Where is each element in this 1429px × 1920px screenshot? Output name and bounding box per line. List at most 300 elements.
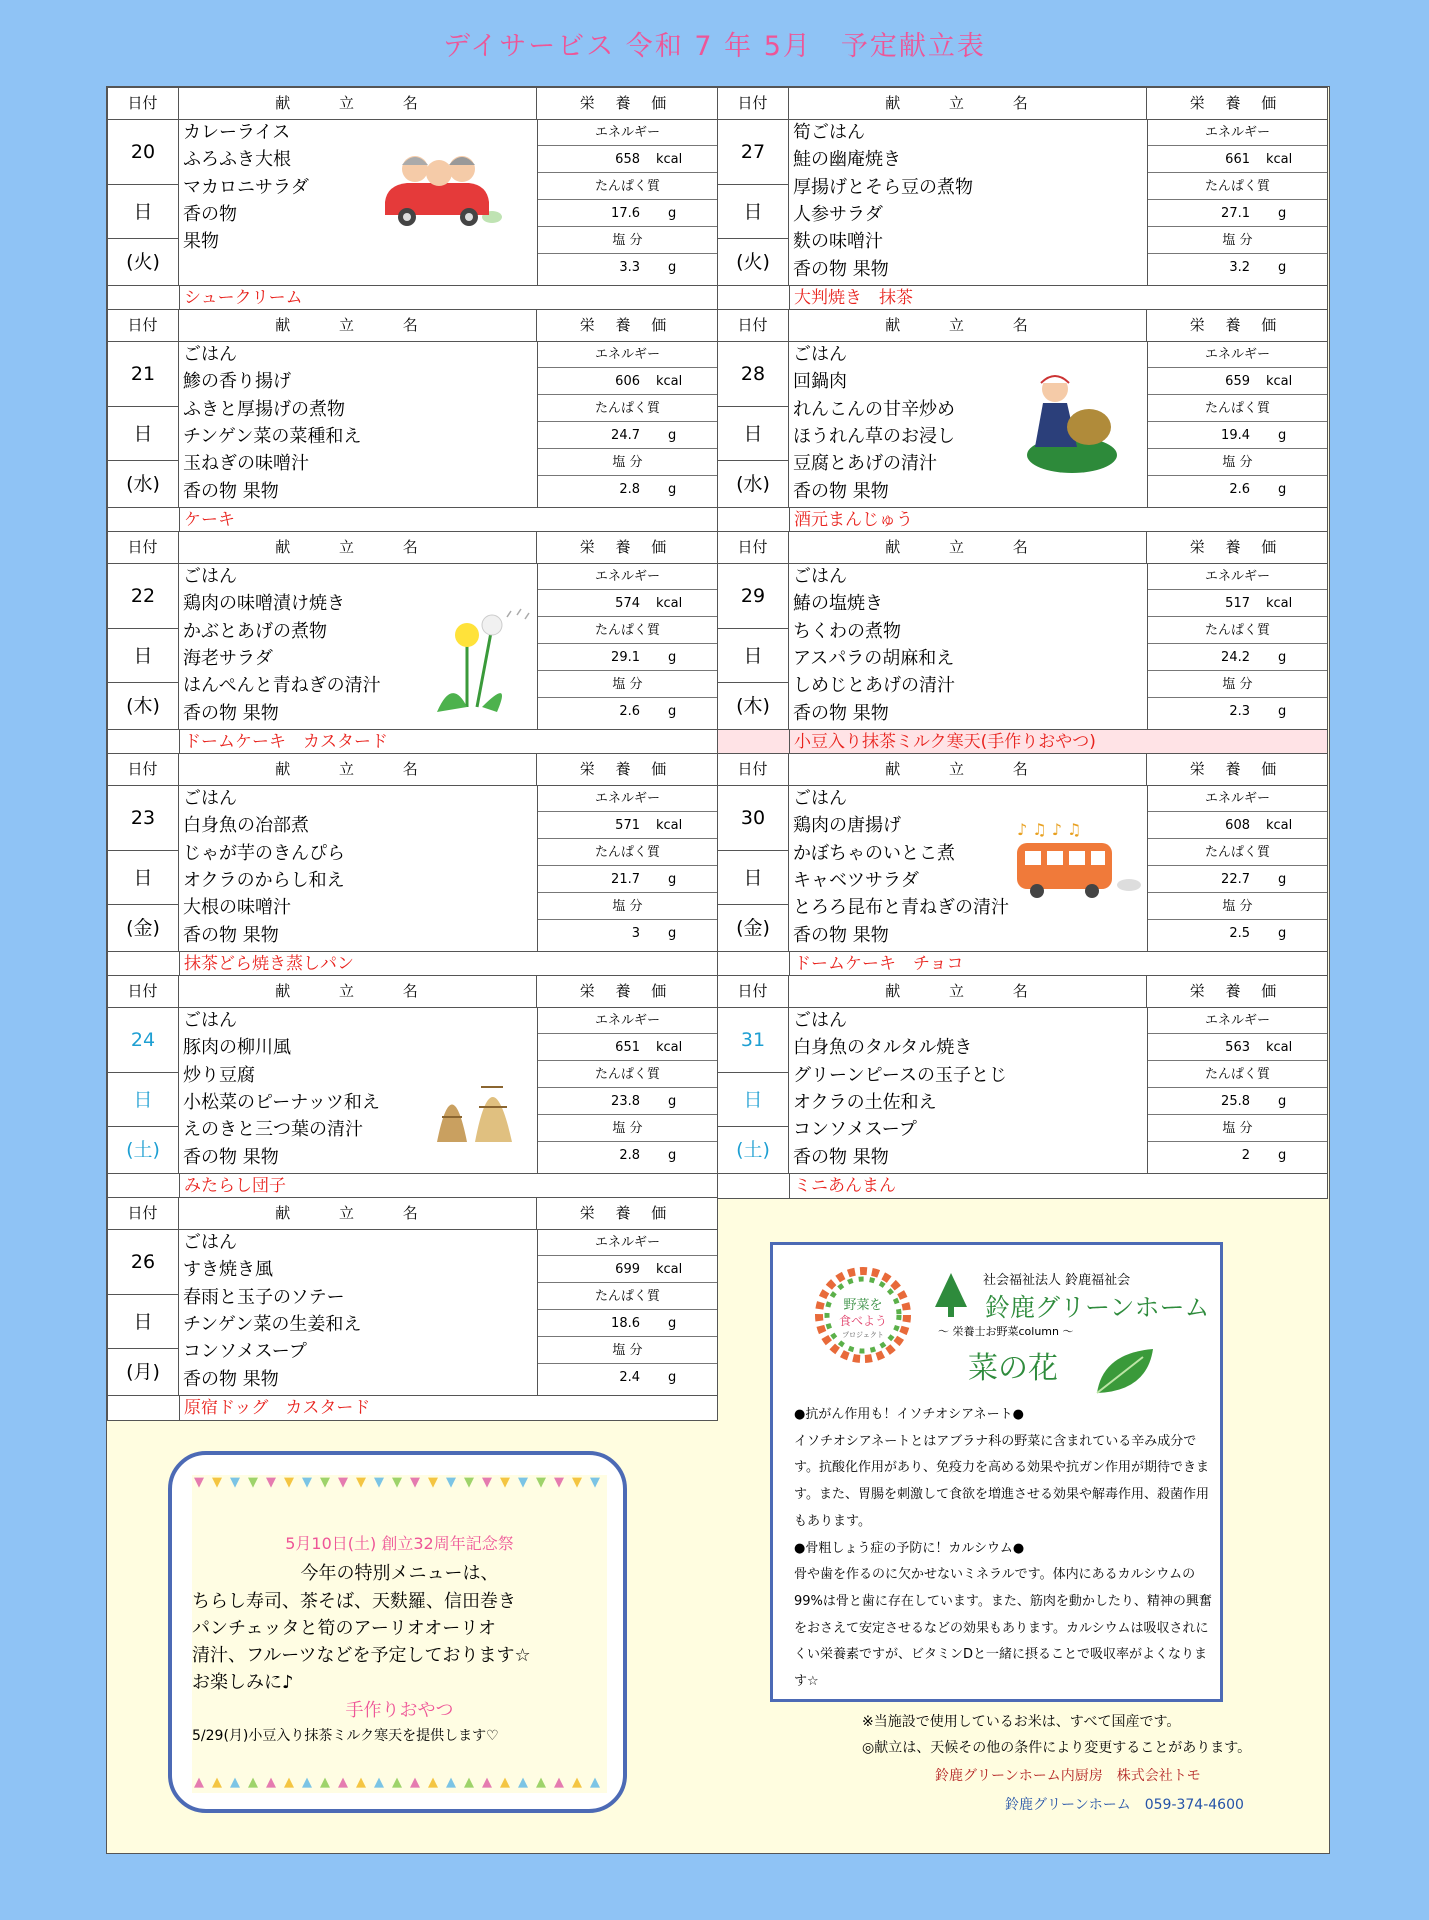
energy-unit: kcal — [1266, 374, 1293, 389]
day-label: 日 — [107, 185, 179, 239]
weekday: (火) — [126, 251, 160, 273]
dish-item: 白身魚のタルタル焼き — [793, 1037, 973, 1059]
date-cell — [107, 1007, 179, 1173]
dish-item: 麩の味噌汁 — [793, 231, 883, 253]
snack-label: 原宿ドッグ カスタード — [179, 1396, 370, 1420]
date-header: 日付 — [717, 309, 789, 341]
salt-value: 3 — [631, 926, 640, 941]
nutrition-header: 栄 養 価 — [1189, 760, 1285, 778]
dish-item: 香の物 果物 — [183, 924, 279, 946]
energy-label: エネルギー — [538, 563, 717, 590]
energy-unit: kcal — [656, 152, 683, 167]
nutrition-cell — [537, 1229, 717, 1395]
energy-row — [1148, 812, 1327, 839]
energy-unit: kcal — [1266, 818, 1293, 833]
salt-value: 2.5 — [1229, 926, 1250, 941]
date-header: 日付 — [107, 531, 179, 563]
weekday: (土) — [736, 1139, 770, 1161]
svg-text:野菜を: 野菜を — [843, 1298, 883, 1313]
snack-row — [107, 951, 717, 976]
protein-value: 23.8 — [611, 1094, 640, 1109]
date-cell — [717, 341, 789, 507]
festival-notice — [168, 1451, 627, 1813]
dish-item: ごはん — [793, 344, 847, 365]
snack-row — [717, 951, 1327, 976]
snack-row — [107, 1395, 717, 1420]
nutrition-cell — [537, 119, 717, 285]
salt-row — [538, 254, 717, 281]
nutrition-header: 栄 養 価 — [1189, 316, 1285, 334]
protein-value: 19.4 — [1221, 428, 1250, 443]
protein-value: 25.8 — [1221, 1094, 1250, 1109]
snack-label: ドームケーキ カスタード — [179, 730, 388, 754]
snack-label: 大判焼き 抹茶 — [789, 286, 913, 310]
energy-label: エネルギー — [1148, 1007, 1327, 1034]
car-illustration-icon — [377, 147, 507, 232]
salt-unit: g — [668, 1370, 677, 1385]
salt-value: 2.6 — [1229, 482, 1250, 497]
protein-unit: g — [1278, 650, 1287, 665]
festival-line-4: 清汁、フルーツなどを予定しております☆ — [192, 1645, 531, 1666]
protein-row — [538, 1310, 717, 1337]
dish-item: アスパラの胡麻和え — [793, 647, 955, 669]
day-header — [717, 753, 1327, 786]
column-subtitle: ～ 栄養士お野菜column ～ — [938, 1325, 1074, 1338]
energy-value: 517 — [1225, 596, 1250, 611]
energy-value: 574 — [615, 596, 640, 611]
salt-row — [1148, 254, 1327, 281]
dish-item: ごはん — [183, 788, 237, 809]
salt-label: 塩 分 — [1148, 893, 1327, 920]
energy-unit: kcal — [1266, 1040, 1293, 1055]
protein-unit: g — [668, 1094, 677, 1109]
energy-label: エネルギー — [1148, 119, 1327, 146]
dish-item: 香の物 果物 — [183, 702, 279, 724]
protein-label: たんぱく質 — [538, 173, 717, 200]
dish-item: オクラの土佐和え — [793, 1091, 937, 1113]
energy-row — [538, 1034, 717, 1061]
snack-row — [717, 729, 1327, 754]
nutrition-cell — [537, 1007, 717, 1173]
day-header — [107, 753, 717, 786]
date-cell — [107, 563, 179, 729]
menu-header: 献 立 名 — [179, 975, 537, 1007]
salt-value: 2 — [1241, 1148, 1250, 1163]
dish-item: 香の物 果物 — [183, 480, 279, 502]
day-block — [107, 753, 717, 976]
salt-value: 2.3 — [1229, 704, 1250, 719]
dish-item: ちくわの煮物 — [793, 620, 901, 642]
dish-item: 果物 — [183, 231, 219, 253]
energy-row — [1148, 368, 1327, 395]
nutrition-cell — [1147, 119, 1327, 285]
festival-line-3: パンチェッタと筍のアーリオオーリオ — [192, 1618, 497, 1639]
snack-label: ケーキ — [179, 508, 235, 532]
festival-note: 5/29(月)小豆入り抹茶ミルク寒天を提供します♡ — [192, 1728, 499, 1744]
protein-value: 17.6 — [611, 206, 640, 221]
protein-row — [538, 200, 717, 227]
day-number: 22 — [107, 563, 179, 629]
dish-item: 香の物 果物 — [793, 480, 889, 502]
vegetable-wreath-logo-icon — [813, 1265, 913, 1365]
nutrition-header: 栄 養 価 — [1189, 538, 1285, 556]
energy-label: エネルギー — [538, 341, 717, 368]
protein-row — [1148, 1088, 1327, 1115]
day-block — [107, 309, 717, 532]
day-number: 28 — [717, 341, 789, 407]
salt-label: 塩 分 — [538, 1115, 717, 1142]
festival-line-2: ちらし寿司、茶そば、天麩羅、信田巻き — [192, 1591, 516, 1612]
dish-item: 大根の味噌汁 — [183, 897, 291, 919]
dish-item: 香の物 果物 — [183, 1368, 279, 1390]
energy-unit: kcal — [656, 374, 683, 389]
energy-row — [538, 368, 717, 395]
snack-label: ミニあんまん — [789, 1174, 896, 1198]
salt-value: 2.6 — [619, 704, 640, 719]
column-paragraph-4: 骨や歯を作るのに欠かせないミネラルです。体内にあるカルシウムの99%は骨と歯に存在しています。また、筋肉を動かしたり、精神の興奮をおさえて安定させるなどの効果もあります。カルシウムは吸収されにくい栄養素ですが、ビタミンDと一緒に摂ることで吸収率がよくなります☆ — [794, 1567, 1212, 1690]
protein-label: たんぱく質 — [538, 1283, 717, 1310]
dish-item: 香の物 果物 — [793, 702, 889, 724]
dish-item: ごはん — [793, 788, 847, 809]
salt-row — [1148, 1142, 1327, 1169]
dish-item: 白身魚の冶部煮 — [183, 815, 309, 837]
column-paragraph-3: ●骨粗しょう症の予防に！カルシウム● — [794, 1540, 1025, 1556]
dish-item: コンソメスープ — [793, 1119, 917, 1141]
dish-item: 豚肉の柳川風 — [183, 1037, 291, 1059]
protein-label: たんぱく質 — [1148, 617, 1327, 644]
day-header — [107, 1197, 717, 1230]
day-header — [107, 309, 717, 342]
dish-item: カレーライス — [183, 122, 291, 143]
protein-value: 29.1 — [611, 650, 640, 665]
day-header — [717, 975, 1327, 1008]
nutrition-cell — [537, 341, 717, 507]
salt-row — [538, 476, 717, 503]
salt-value: 2.8 — [619, 482, 640, 497]
protein-value: 22.7 — [1221, 872, 1250, 887]
svg-text:プロジェクト: プロジェクト — [842, 1331, 884, 1339]
snack-row — [107, 1173, 717, 1198]
day-label: 日 — [107, 629, 179, 683]
energy-unit: kcal — [656, 596, 683, 611]
protein-row — [538, 866, 717, 893]
day-header — [717, 309, 1327, 342]
snack-row — [717, 285, 1327, 310]
snack-row — [717, 1173, 1327, 1198]
energy-row — [1148, 1034, 1327, 1061]
menu-header: 献 立 名 — [179, 531, 537, 563]
nutrition-cell — [1147, 563, 1327, 729]
dish-item: ごはん — [183, 1010, 237, 1031]
nutrition-header: 栄 養 価 — [579, 94, 675, 112]
day-label: 日 — [717, 185, 789, 239]
salt-row — [1148, 698, 1327, 725]
day-block — [717, 87, 1327, 310]
date-header: 日付 — [107, 87, 179, 119]
column-home-name: 鈴鹿グリーンホーム — [985, 1293, 1210, 1322]
dish-item: 厚揚げとそら豆の煮物 — [793, 176, 973, 198]
nutrition-header: 栄 養 価 — [579, 982, 675, 1000]
protein-label: たんぱく質 — [1148, 173, 1327, 200]
day-block — [717, 531, 1327, 754]
dish-item: チンゲン菜の生姜和え — [183, 1313, 362, 1335]
footer-kitchen: 鈴鹿グリーンホーム内厨房 株式会社トモ — [935, 1768, 1201, 1784]
date-cell — [107, 119, 179, 285]
page-title: デイサービス 令和 7 年 5月 予定献立表 — [443, 31, 986, 62]
date-cell — [717, 785, 789, 951]
salt-unit: g — [668, 704, 677, 719]
date-cell — [717, 119, 789, 285]
protein-label: たんぱく質 — [1148, 395, 1327, 422]
protein-row — [1148, 422, 1327, 449]
energy-value: 651 — [615, 1040, 640, 1055]
protein-row — [538, 1088, 717, 1115]
dish-item: 炒り豆腐 — [183, 1064, 255, 1086]
weekday: (水) — [736, 473, 770, 495]
dish-item: しめじとあげの清汁 — [793, 675, 955, 697]
snack-label: 小豆入り抹茶ミルク寒天(手作りおやつ) — [789, 730, 1096, 754]
column-paragraph-2: イソチオシアネートとはアブラナ科の野菜に含まれている辛み成分です。抗酸化作用があり、免疫力を高める効果や抗ガン作用が期待できます。また、胃腸を刺激して食欲を増進させる効果や解毒作用、殺菌作用もあります。 — [794, 1433, 1209, 1529]
dish-item: 香の物 — [183, 203, 237, 225]
salt-row — [538, 698, 717, 725]
dish-item: ふきと厚揚げの煮物 — [183, 398, 345, 420]
snack-label: みたらし団子 — [179, 1174, 286, 1198]
dish-item: 春雨と玉子のソテー — [183, 1286, 345, 1308]
protein-label: たんぱく質 — [1148, 1061, 1327, 1088]
day-label: 日 — [717, 407, 789, 461]
day-number: 30 — [717, 785, 789, 851]
day-block — [717, 975, 1327, 1198]
day-block — [107, 1197, 717, 1420]
energy-value: 606 — [615, 374, 640, 389]
protein-value: 24.7 — [611, 428, 640, 443]
date-header: 日付 — [717, 87, 789, 119]
energy-value: 661 — [1225, 152, 1250, 167]
dish-item: 回鍋肉 — [793, 371, 847, 393]
dish-item: 鮭の幽庵焼き — [793, 149, 901, 171]
salt-value: 3.2 — [1229, 260, 1250, 275]
snack-row — [107, 507, 717, 532]
energy-value: 699 — [615, 1262, 640, 1277]
energy-value: 571 — [615, 818, 640, 833]
footer-contact: 鈴鹿グリーンホーム 059-374-4600 — [1005, 1797, 1244, 1813]
salt-value: 2.4 — [619, 1370, 640, 1385]
protein-unit: g — [668, 206, 677, 221]
day-label: 日 — [107, 1295, 179, 1349]
energy-label: エネルギー — [538, 119, 717, 146]
dish-item: コンソメスープ — [183, 1341, 307, 1363]
salt-label: 塩 分 — [538, 449, 717, 476]
protein-row — [1148, 644, 1327, 671]
day-number: 23 — [107, 785, 179, 851]
leaf-illustration-icon — [1093, 1345, 1157, 1397]
footer-note-1: ※当施設で使用しているお米は、すべて国産です。 — [862, 1714, 1181, 1730]
dish-item: マカロニサラダ — [183, 176, 309, 198]
dish-item: オクラのからし和え — [183, 869, 345, 891]
weekday: (月) — [126, 1361, 160, 1383]
protein-label: たんぱく質 — [1148, 839, 1327, 866]
salt-row — [538, 1142, 717, 1169]
energy-label: エネルギー — [538, 1007, 717, 1034]
weekday: (木) — [736, 695, 770, 717]
dish-item: 筍ごはん — [793, 122, 865, 143]
dish-item: ほうれん草のお浸し — [793, 425, 955, 447]
menu-header: 献 立 名 — [789, 309, 1147, 341]
energy-row — [538, 812, 717, 839]
date-header: 日付 — [107, 309, 179, 341]
day-number: 24 — [107, 1007, 179, 1073]
nutrition-cell — [537, 785, 717, 951]
protein-unit: g — [668, 650, 677, 665]
weekday: (火) — [736, 251, 770, 273]
day-label: 日 — [107, 851, 179, 905]
salt-unit: g — [668, 1148, 677, 1163]
protein-row — [538, 422, 717, 449]
day-number: 20 — [107, 119, 179, 185]
dish-item: ふろふき大根 — [183, 149, 291, 171]
dish-item: じゃが芋のきんぴら — [183, 842, 345, 864]
energy-value: 659 — [1225, 374, 1250, 389]
salt-unit: g — [668, 926, 677, 941]
protein-value: 21.7 — [611, 872, 640, 887]
dish-item: れんこんの甘辛炒め — [793, 398, 955, 420]
protein-row — [538, 644, 717, 671]
dish-item: 香の物 果物 — [793, 924, 889, 946]
dish-item: 小松菜のピーナッツ和え — [183, 1091, 380, 1113]
bamboo-shoot-illustration-icon — [417, 1047, 527, 1147]
salt-label: 塩 分 — [538, 227, 717, 254]
day-block — [107, 531, 717, 754]
salt-row — [538, 920, 717, 947]
salt-row — [1148, 476, 1327, 503]
protein-unit: g — [668, 872, 677, 887]
nutrition-cell — [1147, 785, 1327, 951]
dish-item: すき焼き風 — [183, 1259, 273, 1281]
energy-value: 658 — [615, 152, 640, 167]
day-header — [717, 531, 1327, 564]
protein-label: たんぱく質 — [538, 1061, 717, 1088]
protein-value: 18.6 — [611, 1316, 640, 1331]
nutrition-header: 栄 養 価 — [579, 1204, 675, 1222]
energy-value: 608 — [1225, 818, 1250, 833]
dish-item: えのきと三つ葉の清汁 — [183, 1119, 363, 1141]
date-cell — [717, 1007, 789, 1173]
grandma-illustration-icon — [1017, 367, 1127, 477]
nutrition-header: 栄 養 価 — [579, 760, 675, 778]
tree-logo-icon — [931, 1271, 971, 1319]
dish-item: ごはん — [793, 1010, 847, 1031]
salt-unit: g — [1278, 482, 1287, 497]
salt-unit: g — [668, 482, 677, 497]
protein-unit: g — [1278, 1094, 1287, 1109]
protein-label: たんぱく質 — [538, 839, 717, 866]
nutrition-header: 栄 養 価 — [1189, 982, 1285, 1000]
dish-item: 香の物 果物 — [183, 1146, 279, 1168]
dish-item: 玉ねぎの味噌汁 — [183, 453, 309, 475]
date-header: 日付 — [107, 975, 179, 1007]
dish-item: 鯵の香り揚げ — [183, 371, 291, 393]
snack-label: シュークリーム — [179, 286, 303, 310]
day-header — [107, 975, 717, 1008]
salt-label: 塩 分 — [1148, 1115, 1327, 1142]
column-text — [794, 1402, 1216, 1696]
day-header — [107, 87, 717, 120]
festival-line-1: 今年の特別メニューは、 — [300, 1563, 499, 1584]
energy-label: エネルギー — [538, 785, 717, 812]
bunting-top-icon: ▼ ▼ ▼ ▼ ▼ ▼ ▼ ▼ ▼ ▼ ▼ ▼ ▼ ▼ ▼ ▼ ▼ ▼ ▼ ▼ ▼ ▼ ▼ — [194, 1475, 600, 1490]
salt-unit: g — [1278, 704, 1287, 719]
column-paragraph-1: ●抗がん作用も！イソチオシアネート● — [794, 1407, 1024, 1422]
salt-label: 塩 分 — [1148, 227, 1327, 254]
salt-row — [1148, 920, 1327, 947]
svg-text:♪ ♫ ♪ ♫: ♪ ♫ ♪ ♫ — [1017, 820, 1082, 839]
energy-row — [1148, 590, 1327, 617]
dish-item: ごはん — [183, 1232, 237, 1253]
protein-label: たんぱく質 — [538, 395, 717, 422]
festival-line-5: お楽しみに♪ — [192, 1672, 294, 1693]
day-label: 日 — [107, 1073, 179, 1127]
salt-label: 塩 分 — [1148, 449, 1327, 476]
energy-unit: kcal — [1266, 152, 1293, 167]
menu-header: 献 立 名 — [789, 975, 1147, 1007]
menu-header: 献 立 名 — [789, 531, 1147, 563]
nutrition-cell — [1147, 341, 1327, 507]
protein-unit: g — [668, 1316, 677, 1331]
weekday: (木) — [126, 695, 160, 717]
menu-header: 献 立 名 — [179, 309, 537, 341]
energy-unit: kcal — [656, 818, 683, 833]
energy-row — [538, 1256, 717, 1283]
day-block — [107, 975, 717, 1198]
energy-row — [1148, 146, 1327, 173]
dish-item: チンゲン菜の菜種和え — [183, 425, 362, 447]
dish-item: とろろ昆布と青ねぎの清汁 — [793, 897, 1009, 919]
energy-value: 563 — [1225, 1040, 1250, 1055]
day-number: 27 — [717, 119, 789, 185]
dish-item: 鰆の塩焼き — [793, 593, 883, 615]
footer-note-2: ◎献立は、天候その他の条件により変更することがあります。 — [862, 1740, 1252, 1756]
bunting-bottom-icon: ▲ ▲ ▲ ▲ ▲ ▲ ▲ ▲ ▲ ▲ ▲ ▲ ▲ ▲ ▲ ▲ ▲ ▲ ▲ ▲ ▲ ▲ ▲ — [194, 1775, 600, 1790]
energy-label: エネルギー — [1148, 785, 1327, 812]
salt-unit: g — [1278, 260, 1287, 275]
salt-label: 塩 分 — [1148, 671, 1327, 698]
date-cell — [107, 1229, 179, 1395]
nutrition-cell — [537, 563, 717, 729]
date-header: 日付 — [107, 1197, 179, 1229]
menu-header: 献 立 名 — [789, 753, 1147, 785]
festival-sub: 手作りおやつ — [345, 1700, 454, 1721]
protein-unit: g — [1278, 206, 1287, 221]
energy-label: エネルギー — [538, 1229, 717, 1256]
snack-label: 酒元まんじゅう — [789, 508, 913, 532]
protein-label: たんぱく質 — [538, 617, 717, 644]
date-cell — [107, 341, 179, 507]
energy-unit: kcal — [656, 1262, 683, 1277]
date-header: 日付 — [717, 531, 789, 563]
nutrition-column — [770, 1242, 1223, 1702]
menu-header: 献 立 名 — [179, 1197, 537, 1229]
day-header — [107, 531, 717, 564]
protein-value: 27.1 — [1221, 206, 1250, 221]
dish-item: ごはん — [183, 566, 237, 587]
dish-item: 海老サラダ — [183, 647, 273, 669]
column-feature: 菜の花 — [968, 1351, 1058, 1386]
day-label: 日 — [717, 1073, 789, 1127]
dish-item: キャベツサラダ — [793, 869, 919, 891]
dish-item: グリーンピースの玉子とじ — [793, 1064, 1008, 1086]
day-header — [717, 87, 1327, 120]
bus-illustration-icon — [1007, 817, 1147, 902]
